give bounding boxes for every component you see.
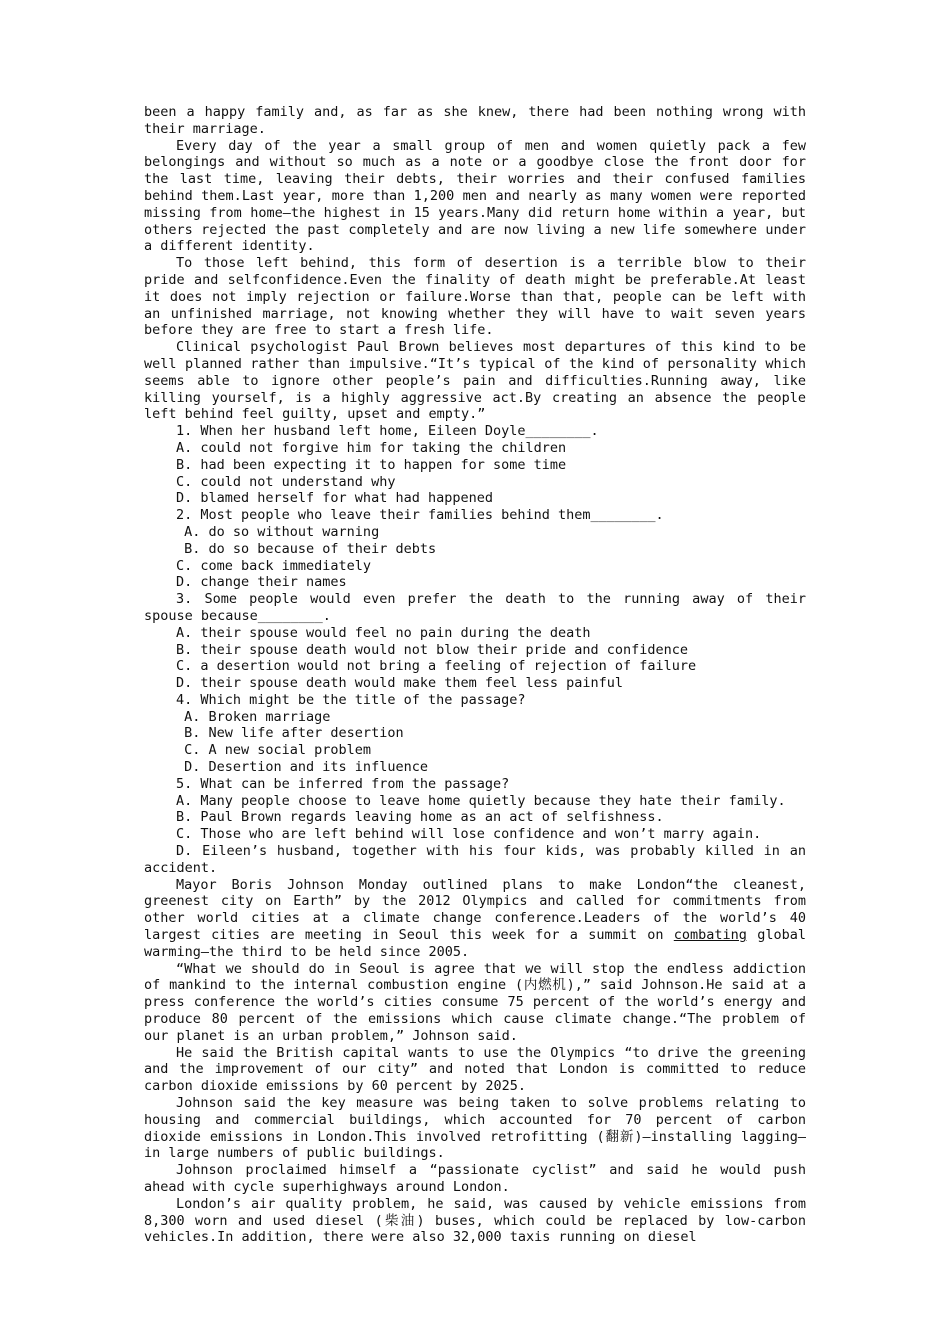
question-4: 4. Which might be the title of the passage?: [176, 691, 526, 708]
paragraph-air-quality: London’s air quality problem, he said, was caused by vehicle emissions from 8,300 worn and used diesel (柴油) buses, which could be replaced by low-carbon vehicles.In addition, there were also 32,000 taxis running on diesel: [144, 1195, 806, 1246]
question-2: 2. Most people who leave their families behind them________.: [176, 507, 664, 524]
question-5-option-b: B. Paul Brown regards leaving home as an act of selfishness.: [176, 809, 664, 826]
question-5-option-c: C. Those who are left behind will lose confidence and won’t marry again.: [176, 826, 762, 843]
question-4-option-c: C. A new social problem: [176, 742, 372, 759]
question-2-option-b: B. do so because of their debts: [176, 540, 437, 557]
question-1-option-a: A. could not forgive him for taking the children: [176, 439, 567, 456]
underlined-word: combating: [673, 927, 747, 944]
paragraph-psychologist: Clinical psychologist Paul Brown believes most departures of this kind to be well planned rather than impulsive.“It’s typical of the kind of personality which seems able to ignore other people’s pain and difficulties.Running away, like killing yourself, is a highly aggressive act.By creating an absence the people left behind feel guilty, upset and empty.”: [144, 339, 806, 423]
paragraph-continued: been a happy family and, as far as she knew, there had been nothing wrong with their marriage.: [144, 104, 806, 137]
question-5: 5. What can be inferred from the passage?: [176, 775, 510, 792]
question-1-option-b: B. had been expecting it to happen for some time: [176, 456, 567, 473]
question-5-option-a: A. Many people choose to leave home quietly because they hate their family.: [176, 792, 786, 809]
question-3-option-c: C. a desertion would not bring a feeling of rejection of failure: [176, 658, 697, 675]
paragraph-mayor-plans: [144, 877, 806, 961]
question-4-option-d: D. Desertion and its influence: [176, 759, 428, 776]
paragraph-buildings: Johnson said the key measure was being taken to solve problems relating to housing and commercial buildings, which accounted for 70 percent of carbon dioxide emissions in London.This involved retrofitting (翻新)—installing lagging—in large numbers of public buildings.: [144, 1095, 806, 1162]
question-1-option-c: C. could not understand why: [176, 473, 396, 490]
paragraph-missing-people: Every day of the year a small group of men and women quietly pack a few belongings and without so much as a note or a goodbye close the front door for the last time, leaving their debts, their worries and their confused families behind them.Last year, more than 1,200 men and nearly as many women were reported missing from home—the highest in 15 years.Many did return home within a year, but others rejected the past completely and are now living a new life somewhere under a different identity.: [144, 137, 806, 255]
question-4-option-a: A. Broken marriage: [176, 708, 331, 725]
question-3: 3. Some people would even prefer the death to the running away of their spouse because________.: [144, 591, 806, 624]
text-segment: global warming—the third to be held since 2005.: [144, 927, 806, 960]
question-2-option-c: C. come back immediately: [176, 557, 372, 574]
question-2-option-d: D. change their names: [176, 574, 347, 591]
question-1-option-d: D. blamed herself for what had happened: [176, 490, 493, 507]
question-2-option-a: A. do so without warning: [176, 523, 380, 540]
question-3-option-b: B. their spouse death would not blow their pride and confidence: [176, 641, 689, 658]
question-3-option-d: D. their spouse death would make them feel less painful: [176, 675, 624, 692]
question-5-option-d: D. Eileen’s husband, together with his four kids, was probably killed in an accident.: [144, 843, 806, 876]
paragraph-olympics: He said the British capital wants to use the Olympics “to drive the greening and the improvement of our city” and noted that London is committed to reduce carbon dioxide emissions by 60 percent by 2025.: [144, 1044, 806, 1095]
document-page: [144, 104, 806, 1246]
question-3-option-a: A. their spouse would feel no pain during the death: [176, 624, 591, 641]
paragraph-left-behind: To those left behind, this form of desertion is a terrible blow to their pride and selfconfidence.Even the finality of death might be preferable.At least it does not imply rejection or failure.Worse than that, people can be left with an unfinished marriage, not knowing whether they will have to wait seven years before they are free to start a fresh life.: [144, 255, 806, 339]
question-4-option-b: B. New life after desertion: [176, 725, 404, 742]
question-1: 1. When her husband left home, Eileen Doyle________.: [176, 423, 599, 440]
paragraph-cyclist: Johnson proclaimed himself a “passionate cyclist” and said he would push ahead with cycle superhighways around London.: [144, 1162, 806, 1195]
paragraph-johnson-quote: “What we should do in Seoul is agree that we will stop the endless addiction of mankind to the internal combustion engine (内燃机),” said Johnson.He said at a press conference the world’s cities consume 75 percent of the world’s energy and produce 80 percent of the emissions which cause climate change.“The problem of our planet is an urban problem,” Johnson said.: [144, 960, 806, 1044]
text-segment: Mayor Boris Johnson Monday outlined plans to make London“the cleanest, greenest city on Earth” by the 2012 Olympics and called for commitments from other world cities at a climate change conference.Leaders of the world’s 40 largest cities are meeting in Seoul this week for a summit on: [144, 876, 806, 944]
